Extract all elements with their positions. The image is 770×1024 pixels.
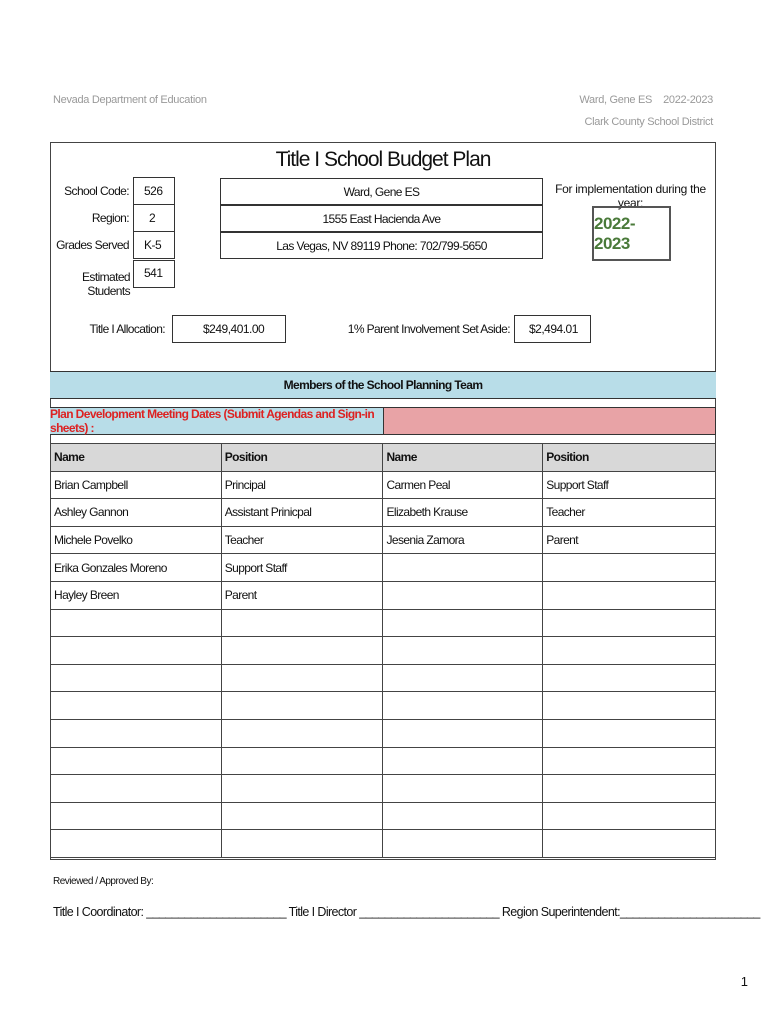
member-position-cell xyxy=(543,554,716,582)
planning-team-heading: Members of the School Planning Team xyxy=(50,371,716,399)
member-position-cell xyxy=(543,719,716,747)
school-name-field: Ward, Gene ES xyxy=(220,178,543,205)
table-row xyxy=(51,471,716,499)
member-position-cell xyxy=(543,664,716,692)
member-name-cell: Carmen Peal xyxy=(383,471,543,499)
reviewed-label: Reviewed / Approved By: xyxy=(53,876,154,887)
member-name-cell xyxy=(51,692,222,720)
member-name-cell xyxy=(51,830,222,858)
member-position-cell xyxy=(543,581,716,609)
member-name-cell xyxy=(383,637,543,665)
table-row xyxy=(51,830,716,858)
member-position-cell: Support Staff xyxy=(543,471,716,499)
member-position-cell xyxy=(221,747,383,775)
member-position-cell xyxy=(221,830,383,858)
member-name-cell: Hayley Breen xyxy=(51,581,222,609)
member-name-cell xyxy=(51,802,222,830)
member-name-cell xyxy=(383,747,543,775)
member-name-cell xyxy=(383,554,543,582)
member-name-cell xyxy=(383,581,543,609)
header-name: Name xyxy=(51,444,222,472)
school-code-field: 526 xyxy=(133,177,175,205)
member-position-cell xyxy=(543,802,716,830)
city-phone-field: Las Vegas, NV 89119 Phone: 702/799-5650 xyxy=(220,232,543,259)
member-name-cell xyxy=(51,719,222,747)
member-position-cell xyxy=(543,637,716,665)
table-row xyxy=(51,581,716,609)
meeting-dates-field[interactable] xyxy=(383,407,716,435)
member-name-cell: Michele Povelko xyxy=(51,526,222,554)
member-position-cell xyxy=(221,609,383,637)
table-row xyxy=(51,747,716,775)
member-name-cell: Elizabeth Krause xyxy=(383,499,543,527)
member-name-cell xyxy=(383,692,543,720)
member-name-cell: Ashley Gannon xyxy=(51,499,222,527)
member-name-cell: Jesenia Zamora xyxy=(383,526,543,554)
member-name-cell xyxy=(51,609,222,637)
member-position-cell: Parent xyxy=(221,581,383,609)
member-position-cell: Support Staff xyxy=(221,554,383,582)
table-row xyxy=(51,637,716,665)
member-position-cell: Teacher xyxy=(543,499,716,527)
member-position-cell xyxy=(221,775,383,803)
member-name-cell xyxy=(383,609,543,637)
header-name-2: Name xyxy=(383,444,543,472)
school-code-label: School Code: xyxy=(64,184,129,198)
member-position-cell xyxy=(543,775,716,803)
estimated-students-field: 541 xyxy=(133,260,175,288)
agency-name: Nevada Department of Education xyxy=(53,94,207,106)
member-name-cell xyxy=(51,664,222,692)
table-row xyxy=(51,802,716,830)
school-year-header: Ward, Gene ES 2022-2023 xyxy=(579,94,713,106)
member-name-cell xyxy=(383,775,543,803)
grades-served-field: K-5 xyxy=(133,231,175,259)
title-allocation-field: $249,401.00 xyxy=(172,315,286,343)
planning-team-table xyxy=(50,443,716,858)
parent-setaside-field: $2,494.01 xyxy=(514,315,591,343)
member-position-cell xyxy=(543,747,716,775)
street-address-field: 1555 East Hacienda Ave xyxy=(220,205,543,232)
table-header-row xyxy=(51,444,716,472)
table-row xyxy=(51,526,716,554)
header-position-2: Position xyxy=(543,444,716,472)
member-position-cell xyxy=(221,802,383,830)
title-allocation-label: Title I Allocation: xyxy=(89,322,165,336)
grades-served-label: Grades Served xyxy=(56,238,129,252)
member-position-cell xyxy=(543,692,716,720)
member-name-cell xyxy=(383,802,543,830)
page-title: Title I School Budget Plan xyxy=(275,148,491,171)
member-position-cell xyxy=(221,637,383,665)
table-row xyxy=(51,775,716,803)
member-name-cell xyxy=(51,637,222,665)
member-name-cell: Erika Gonzales Moreno xyxy=(51,554,222,582)
signature-line: Title I Coordinator: ______________________ Title I Director ______________________ Region Superintendent:______________________ xyxy=(53,905,760,919)
member-position-cell xyxy=(221,692,383,720)
member-name-cell: Brian Campbell xyxy=(51,471,222,499)
table-row xyxy=(51,609,716,637)
member-name-cell xyxy=(383,719,543,747)
page-number: 1 xyxy=(740,974,748,989)
implementation-year: 2022-2023 xyxy=(592,206,671,261)
parent-setaside-label: 1% Parent Involvement Set Aside: xyxy=(347,322,510,336)
district-name: Clark County School District xyxy=(584,116,713,128)
table-row xyxy=(51,692,716,720)
table-row xyxy=(51,499,716,527)
member-name-cell xyxy=(51,775,222,803)
member-position-cell xyxy=(543,609,716,637)
member-name-cell xyxy=(383,664,543,692)
estimated-students-label: Estimated Students xyxy=(82,270,130,298)
table-row xyxy=(51,664,716,692)
table-row xyxy=(51,554,716,582)
member-position-cell xyxy=(221,664,383,692)
member-position-cell xyxy=(221,719,383,747)
member-position-cell xyxy=(543,830,716,858)
member-position-cell: Principal xyxy=(221,471,383,499)
member-position-cell: Parent xyxy=(543,526,716,554)
meeting-dates-label: Plan Development Meeting Dates (Submit Agendas and Sign-in sheets) : xyxy=(50,407,383,435)
region-label: Region: xyxy=(91,211,129,225)
member-name-cell xyxy=(51,747,222,775)
header-position: Position xyxy=(221,444,383,472)
member-position-cell: Teacher xyxy=(221,526,383,554)
table-row xyxy=(51,719,716,747)
member-name-cell xyxy=(383,830,543,858)
member-position-cell: Assistant Prinicpal xyxy=(221,499,383,527)
implementation-label: For implementation during the year: xyxy=(555,182,706,210)
region-field: 2 xyxy=(133,204,175,232)
